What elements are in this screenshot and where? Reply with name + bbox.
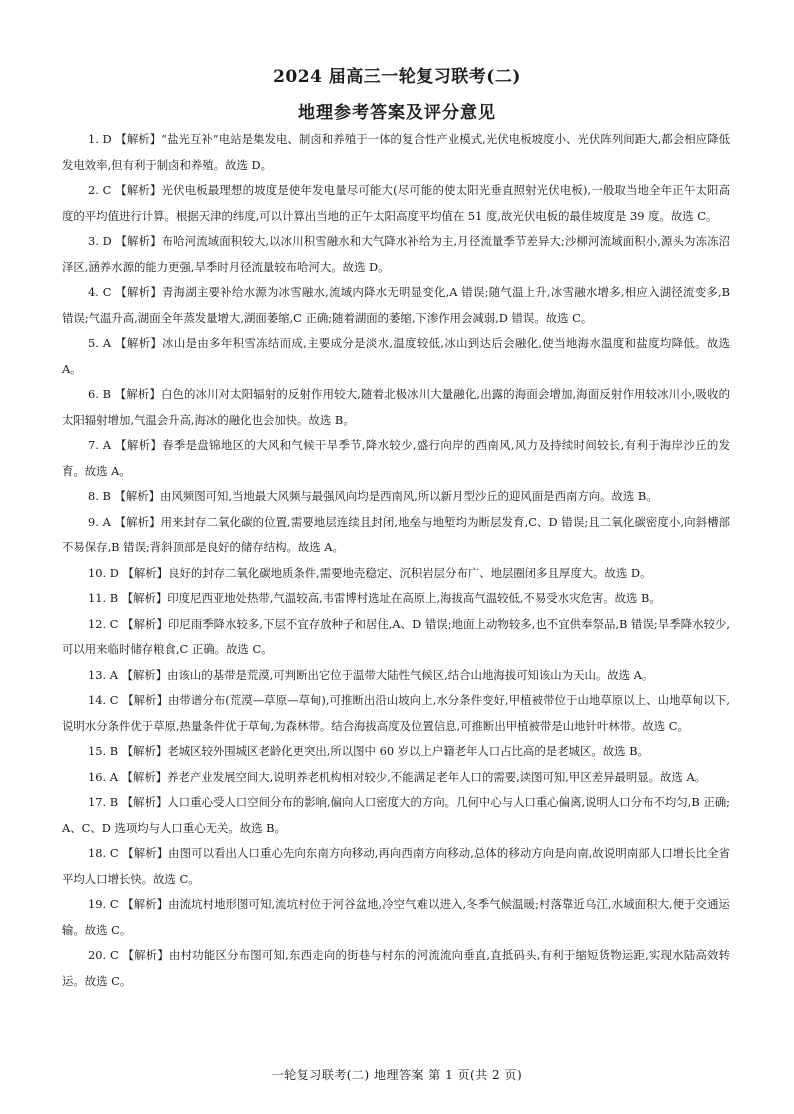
answer-item	[62, 561, 730, 587]
page-subtitle: 地理参考答案及评分意见	[298, 103, 496, 123]
answer-number: 20. C	[88, 948, 119, 962]
answer-explanation: 【解析】印度尼西亚地处热带,气温较高,韦雷博村选址在高原上,海拔高气温较低,不易受水灾危害。故选 B。	[121, 591, 661, 605]
answer-explanation: 【解析】光伏电板最理想的坡度是使年发电量尽可能大(尽可能的使太阳光垂直照射光伏电板),一般取当地全年正午太阳高度的平均值进行计算。根据天津的纬度,可以计算出当地的正午太阳高度平均值在 51 度,故光伏电板的最佳坡度是 39 度。故选 C。	[62, 183, 730, 223]
answer-explanation: 【解析】养老产业发展空间大,说明养老机构相对较少,不能满足老年人口的需要,读图可知,甲区差异最明显。故选 A。	[121, 769, 707, 784]
answer-number: 12. C	[88, 616, 119, 631]
answer-item	[62, 688, 730, 739]
answer-number: 15. B	[88, 744, 119, 758]
answer-item	[62, 612, 730, 663]
answer-explanation: 【解析】春季是盘锦地区的大风和气候干旱季节,降水较少,盛行向岸的西南风,风力及持续时间较长,有利于海岸沙丘的发育。故选 A。	[62, 438, 730, 478]
answer-number: 6. B	[88, 387, 112, 401]
answer-explanation: 【解析】印尼雨季降水较多,下层不宜存放种子和居住,A、D 错误;地面上动物较多,也不宜供奉祭品,B 错误;旱季降水较少,可以用来临时储存粮食,C 正确。故选 C。	[62, 616, 730, 656]
answer-number: 2. C	[88, 183, 112, 197]
answer-item	[62, 127, 730, 178]
answer-number: 17. B	[88, 795, 119, 809]
page-title: 2024 届高三一轮复习联考(二)	[273, 67, 521, 87]
answer-item	[62, 892, 730, 943]
answer-item	[62, 178, 730, 229]
answer-explanation: 【解析】人口重心受人口空间分布的影响,偏向人口密度大的方向。几何中心与人口重心偏离,说明人口分布不均匀,B 正确;A、C、D 选项均与人口重心无关。故选 B。	[62, 795, 730, 835]
answer-explanation: 【解析】青海湖主要补给水源为冰雪融水,流域内降水无明显变化,A 错误;随气温上升,冰雪融水增多,相应入湖径流变多,B 错误;气温升高,湖面全年蒸发量增大,湖面萎缩,C 正确;随着湖面的萎缩,下渗作用会减弱,D 错误。故选 C。	[62, 285, 730, 325]
answer-explanation: 【解析】由带谱分布(荒漠—草原—草甸),可推断出沿山坡向上,水分条件变好,甲植被带位于山地草原以上、山地草甸以下,说明水分条件优于草原,热量条件优于草甸,为森林带。结合海拔高度及位置信息,可推断出甲植被带是山地针叶林带。故选 C。	[62, 693, 730, 733]
answer-number: 14. C	[88, 693, 119, 707]
answer-item	[62, 586, 730, 612]
answer-explanation: 【解析】由村功能区分布图可知,东西走向的街巷与村东的河流流向垂直,直抵码头,有利于缩短货物运距,实现水陆高效转运。故选 C。	[62, 948, 731, 988]
answer-number: 3. D	[88, 234, 112, 248]
answer-explanation: 【解析】由该山的基带是荒漠,可判断出它位于温带大陆性气候区,结合山地海拔可知该山为天山。故选 A。	[121, 667, 654, 682]
answer-list	[62, 127, 730, 994]
answer-explanation: 【解析】布哈河流域面积较大,以冰川积雪融水和大气降水补给为主,月径流量季节差异大;沙柳河流域面积小,源头为冻冻沼泽区,涵养水源的能力更强,旱季时月径流量较布哈河大。故选 D。	[62, 234, 731, 274]
answer-item	[62, 229, 730, 280]
answer-number: 19. C	[88, 897, 119, 911]
answer-explanation: 【解析】由图可以看出人口重心先向东南方向移动,再向西南方向移动,总体的移动方向是向南,故说明南部人口增长比全省平均人口增长快。故选 C。	[62, 846, 731, 886]
answer-item	[62, 382, 730, 433]
answer-number: 7. A	[88, 438, 112, 452]
answer-explanation: 【解析】老城区较外围城区老龄化更突出,所以图中 60 岁以上户籍老年人口占比高的是老城区。故选 B。	[121, 744, 649, 758]
answer-number: 8. B	[88, 489, 111, 503]
answer-item	[62, 943, 730, 994]
answer-number: 4. C	[88, 285, 112, 299]
answer-explanation: 【解析】白色的冰川对太阳辐射的反射作用较大,随着北极冰川大量融化,出露的海面会增加,海面反射作用较冰川小,吸收的太阳辐射增加,气温会升高,海冰的融化也会加快。故选 B。	[62, 387, 730, 427]
answer-number: 18. C	[88, 846, 119, 860]
page-footer: 一轮复习联考(二) 地理答案 第 1 页(共 2 页)	[271, 1068, 523, 1082]
answer-item	[62, 765, 730, 791]
answer-item	[62, 739, 730, 765]
answer-item	[62, 790, 730, 841]
answer-number: 5. A	[88, 336, 112, 350]
answer-number: 1. D	[88, 132, 112, 146]
answer-explanation: 【解析】由流坑村地形图可知,流坑村位于河谷盆地,冷空气难以进入,冬季气候温暖;村落靠近乌江,水域面积大,便于交通运输。故选 C。	[62, 897, 731, 937]
answer-number: 13. A	[88, 667, 118, 682]
answer-explanation: 【解析】由风频图可知,当地最大风频与最强风向均是西南风,所以新月型沙丘的迎风面是西南方向。故选 B。	[114, 489, 658, 503]
answer-item	[62, 433, 730, 484]
answer-item	[62, 331, 730, 382]
answer-number: 10. D	[88, 565, 119, 580]
answer-item	[62, 510, 730, 561]
answer-item	[62, 484, 730, 510]
answer-item	[62, 663, 730, 689]
answer-number: 11. B	[88, 591, 119, 605]
answer-explanation: 【解析】冰山是由多年积雪冻结而成,主要成分是淡水,温度较低,冰山到达后会融化,使当地海水温度和盐度均降低。故选 A。	[62, 336, 730, 376]
answer-number: 9. A	[88, 514, 111, 529]
answer-explanation: 【解析】良好的封存二氧化碳地质条件,需要地壳稳定、沉积岩层分布广、地层圈闭多且厚度大。故选 D。	[122, 565, 652, 580]
answer-explanation: 【解析】“盐光互补”电站是集发电、制卤和养殖于一体的复合性产业模式,光伏电板坡度小、光伏阵列间距大,都会相应降低发电效率,但有利于制卤和养殖。故选 D。	[62, 132, 730, 172]
answer-item	[62, 841, 730, 892]
answer-explanation: 【解析】用来封存二氧化碳的位置,需要地层连续且封闭,地垒与地堑均为断层发育,C、D 错误;且二氧化碳密度小,向斜槽部不易保存,B 错误;背斜顶部是良好的储存结构。故选 A。	[62, 514, 730, 554]
answer-number: 16. A	[88, 769, 118, 784]
answer-item	[62, 280, 730, 331]
